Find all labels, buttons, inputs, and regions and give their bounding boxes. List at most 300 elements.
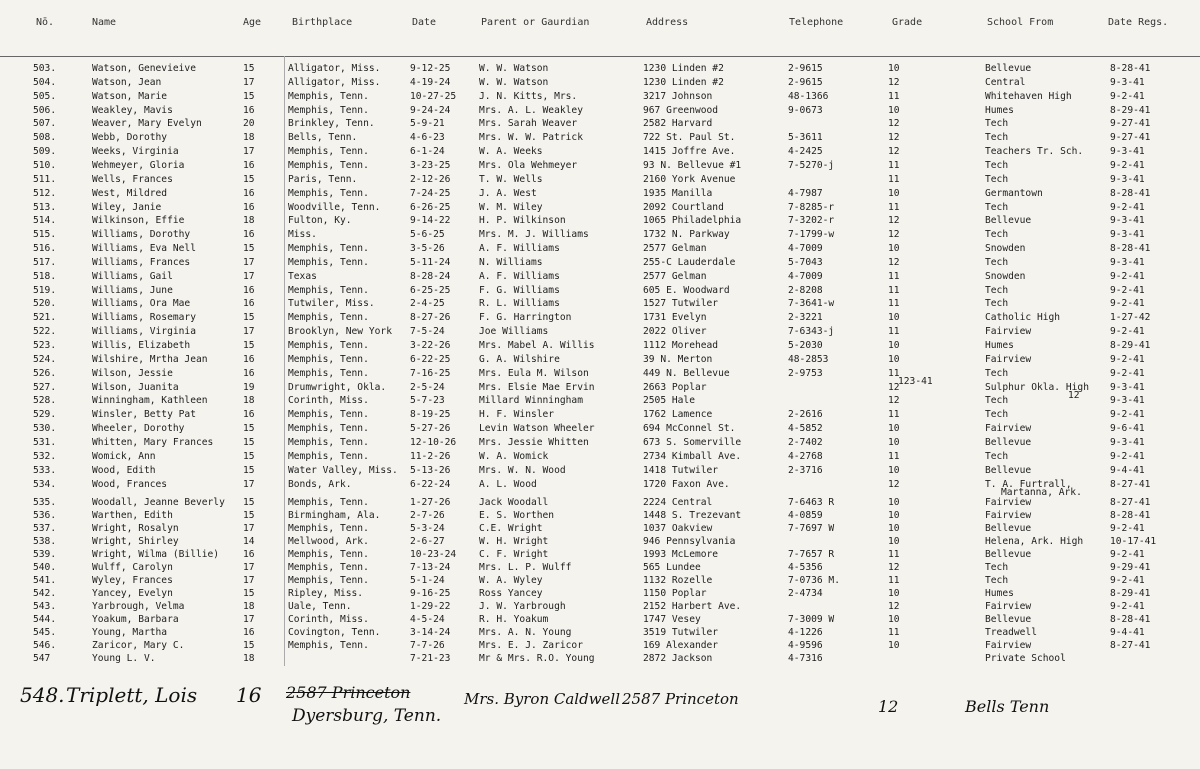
telephone: 4-7009 (788, 243, 823, 255)
grade: 11 (888, 575, 900, 586)
student-name: Woodall, Jeanne Beverly (92, 497, 225, 508)
student-row (0, 117, 1200, 131)
birthplace: Memphis, Tenn. (288, 284, 369, 296)
grade: 11 (888, 201, 900, 213)
school-from: Private School (985, 653, 1066, 664)
row-number: 520. (33, 298, 57, 310)
telephone: 2-8208 (788, 284, 823, 296)
date-registered: 9-3-41 (1110, 395, 1145, 407)
student-name: Wright, Wilma (Billie) (92, 549, 220, 560)
address: 1720 Faxon Ave. (643, 478, 730, 490)
school-from: Tech (985, 173, 1009, 185)
date-registered: 9-2-41 (1110, 575, 1145, 586)
age: 15 (243, 588, 255, 599)
age: 15 (243, 640, 255, 651)
age: 17 (243, 562, 255, 573)
date-registered: 9-27-41 (1110, 132, 1151, 144)
date-registered: 9-2-41 (1110, 523, 1145, 534)
parent-guardian: Joe Williams (479, 326, 549, 338)
birth-date: 7-5-24 (410, 326, 445, 338)
student-name: Young, Martha (92, 627, 168, 638)
student-name: Yarbrough, Velma (92, 601, 185, 612)
date-registered: 9-3-41 (1110, 436, 1145, 448)
date-registered: 9-2-41 (1110, 601, 1145, 612)
row-number: 542. (33, 588, 57, 599)
school-from: Tech (985, 395, 1009, 407)
date-registered: 9-2-41 (1110, 90, 1145, 102)
date-registered: 9-2-41 (1110, 409, 1145, 421)
school-from: Central (985, 76, 1026, 88)
telephone: 7-0736 M. (788, 575, 840, 586)
grade-note-527: 123-41 (898, 376, 933, 387)
date-registered: 8-28-41 (1110, 510, 1151, 521)
handwritten-grade: 12 (878, 697, 899, 716)
date-registered: 8-28-41 (1110, 63, 1151, 74)
school-from: Tech (985, 132, 1009, 144)
school-from: Bellevue (985, 614, 1032, 625)
birthplace: Memphis, Tenn. (288, 523, 369, 534)
student-row (0, 187, 1200, 201)
grade: 10 (888, 497, 900, 508)
grade: 12 (888, 381, 900, 393)
address: 1527 Tutwiler (643, 298, 719, 310)
age: 15 (243, 312, 255, 324)
birth-date: 9-24-24 (410, 104, 451, 116)
birth-date: 4-6-23 (410, 132, 445, 144)
handwritten-parent: Mrs. Byron Caldwell (464, 690, 621, 708)
age: 15 (243, 464, 255, 476)
header-rule (0, 56, 1200, 57)
date-registered: 9-6-41 (1110, 423, 1145, 435)
row-number: 539. (33, 549, 57, 560)
birthplace: Alligator, Miss. (288, 63, 381, 74)
age: 15 (243, 510, 255, 521)
parent-guardian: C.E. Wright (479, 523, 543, 534)
birth-date: 2-6-27 (410, 536, 445, 547)
date-registered: 8-28-41 (1110, 243, 1151, 255)
student-name: Winningham, Kathleen (92, 395, 208, 407)
parent-guardian: W. W. Watson (479, 63, 549, 74)
age: 16 (243, 159, 255, 171)
parent-guardian: Mr & Mrs. R.O. Young (479, 653, 595, 664)
student-name: Wilson, Jessie (92, 367, 173, 379)
header-date: Date (412, 17, 437, 28)
telephone: 4-0859 (788, 510, 823, 521)
parent-guardian: R. H. Yoakum (479, 614, 549, 625)
student-name: Wehmeyer, Gloria (92, 159, 185, 171)
address: 1230 Linden #2 (643, 76, 724, 88)
telephone: 7-3202-r (788, 215, 835, 227)
row-number: 507. (33, 118, 57, 130)
address: 255-C Lauderdale (643, 256, 736, 268)
student-row (0, 284, 1200, 298)
student-row (0, 522, 1200, 536)
handwritten-struck-address: 2587 Princeton (286, 683, 411, 702)
school-from: Tech (985, 367, 1009, 379)
parent-guardian: T. W. Wells (479, 173, 543, 185)
header-school-from: School From (987, 17, 1054, 28)
handwritten-school: Bells Tenn (965, 697, 1050, 716)
address: 3217 Johnson (643, 90, 713, 102)
header-no: Nō. (36, 17, 55, 28)
school-from: Humes (985, 104, 1014, 116)
telephone: 7-7657 R (788, 549, 835, 560)
birth-date: 8-27-26 (410, 312, 451, 324)
school-from: Snowden (985, 243, 1026, 255)
date-registered: 8-29-41 (1110, 588, 1151, 599)
row-number: 540. (33, 562, 57, 573)
address: 605 E. Woodward (643, 284, 730, 296)
telephone: 7-3641-w (788, 298, 835, 310)
address: 449 N. Bellevue (643, 367, 730, 379)
student-row (0, 228, 1200, 242)
birthplace: Memphis, Tenn. (288, 549, 369, 560)
student-name: Winsler, Betty Pat (92, 409, 196, 421)
birthplace: Memphis, Tenn. (288, 497, 369, 508)
grade: 10 (888, 340, 900, 351)
parent-guardian: H. F. Winsler (479, 409, 555, 421)
grade: 11 (888, 450, 900, 462)
address: 2872 Jackson (643, 653, 713, 664)
birthplace: Corinth, Miss. (288, 395, 369, 407)
grade: 11 (888, 159, 900, 171)
date-registered: 9-4-41 (1110, 464, 1145, 476)
row-number: 516. (33, 243, 57, 255)
birth-date: 5-13-26 (410, 464, 451, 476)
school-from: Bellevue (985, 549, 1032, 560)
birth-date: 5-6-25 (410, 229, 445, 241)
grade: 12 (888, 478, 900, 490)
grade: 10 (888, 104, 900, 116)
row-number: 509. (33, 146, 57, 158)
birth-date: 6-25-25 (410, 284, 451, 296)
birth-date: 5-1-24 (410, 575, 445, 586)
student-name: Weaver, Mary Evelyn (92, 118, 202, 130)
birth-date: 6-22-24 (410, 478, 451, 490)
date-registered: 9-3-41 (1110, 215, 1145, 227)
row-number: 503. (33, 63, 57, 74)
parent-guardian: Levin Watson Wheeler (479, 423, 595, 435)
birth-date: 2-12-26 (410, 173, 451, 185)
date-registered: 9-2-41 (1110, 549, 1145, 560)
date-registered: 9-2-41 (1110, 326, 1145, 338)
address: 93 N. Bellevue #1 (643, 159, 742, 171)
header-date-regs: Date Regs. (1108, 17, 1169, 28)
parent-guardian: A. F. Williams (479, 243, 560, 255)
row-number: 541. (33, 575, 57, 586)
grade: 12 (888, 76, 900, 88)
school-from-534-line2: Martanna, Ark. (1001, 487, 1082, 498)
birth-date: 5-9-21 (410, 118, 445, 130)
address: 1415 Joffre Ave. (643, 146, 736, 158)
school-from: Tech (985, 409, 1009, 421)
date-registered: 9-3-41 (1110, 381, 1145, 393)
age: 18 (243, 395, 255, 407)
date-registered: 9-3-41 (1110, 146, 1145, 158)
address: 722 St. Paul St. (643, 132, 736, 144)
school-from: Bellevue (985, 464, 1032, 476)
date-registered: 9-3-41 (1110, 76, 1145, 88)
row-number: 544. (33, 614, 57, 625)
student-row (0, 76, 1200, 90)
header-grade: Grade (892, 17, 923, 28)
row-number: 532. (33, 450, 57, 462)
telephone: 2-9615 (788, 76, 823, 88)
date-registered: 9-2-41 (1110, 270, 1145, 282)
student-row (0, 159, 1200, 173)
birthplace: Memphis, Tenn. (288, 423, 369, 435)
student-row (0, 90, 1200, 104)
student-name: Wilkinson, Effie (92, 215, 185, 227)
address: 2734 Kimball Ave. (643, 450, 742, 462)
telephone: 7-6463 R (788, 497, 835, 508)
birth-date: 7-13-24 (410, 562, 451, 573)
student-row (0, 548, 1200, 562)
birth-date: 2-7-26 (410, 510, 445, 521)
school-from: Germantown (985, 187, 1043, 199)
date-registered: 9-2-41 (1110, 159, 1145, 171)
parent-guardian: Mrs. L. P. Wulff (479, 562, 572, 573)
grade: 11 (888, 173, 900, 185)
grade: 11 (888, 627, 900, 638)
student-name: Wilshire, Mrtha Jean (92, 353, 208, 365)
age: 15 (243, 243, 255, 255)
address: 1731 Evelyn (643, 312, 707, 324)
school-from: Bellevue (985, 63, 1032, 74)
date-registered: 9-27-41 (1110, 118, 1151, 130)
school-from: Whitehaven High (985, 90, 1072, 102)
age: 15 (243, 436, 255, 448)
student-row (0, 464, 1200, 478)
student-name: Weakley, Mavis (92, 104, 173, 116)
student-name: Wyley, Frances (92, 575, 173, 586)
student-row (0, 381, 1200, 395)
birthplace: Bonds, Ark. (288, 478, 352, 490)
birth-date: 8-28-24 (410, 270, 451, 282)
birth-date: 5-7-23 (410, 395, 445, 407)
header-birthplace: Birthplace (292, 17, 353, 28)
age: 15 (243, 90, 255, 102)
parent-guardian: E. S. Worthen (479, 510, 555, 521)
telephone: 2-3221 (788, 312, 823, 324)
row-number: 547 (33, 653, 51, 664)
school-from: Bellevue (985, 436, 1032, 448)
date-registered: 9-4-41 (1110, 627, 1145, 638)
row-number: 519. (33, 284, 57, 296)
birthplace: Memphis, Tenn. (288, 450, 369, 462)
age: 16 (243, 298, 255, 310)
student-row (0, 626, 1200, 640)
address: 1935 Manilla (643, 187, 713, 199)
grade: 10 (888, 464, 900, 476)
student-row (0, 339, 1200, 353)
address: 1132 Rozelle (643, 575, 713, 586)
birth-date: 5-11-24 (410, 256, 451, 268)
school-from: Snowden (985, 270, 1026, 282)
header-age: Age (243, 17, 262, 28)
student-name: Williams, Rosemary (92, 312, 196, 324)
school-from: Catholic High (985, 312, 1061, 324)
age: 17 (243, 76, 255, 88)
address: 2582 Harvard (643, 118, 713, 130)
age: 15 (243, 450, 255, 462)
birthplace: Memphis, Tenn. (288, 187, 369, 199)
row-number: 522. (33, 326, 57, 338)
address: 2505 Hale (643, 395, 695, 407)
student-row (0, 297, 1200, 311)
student-name: Williams, Gail (92, 270, 173, 282)
age: 17 (243, 326, 255, 338)
row-number: 538. (33, 536, 57, 547)
student-name: Zaricor, Mary C. (92, 640, 185, 651)
student-name: Wood, Frances (92, 478, 168, 490)
age: 15 (243, 63, 255, 74)
age: 16 (243, 549, 255, 560)
age: 15 (243, 340, 255, 351)
row-number: 510. (33, 159, 57, 171)
school-from: Fairview (985, 423, 1032, 435)
parent-guardian: Mrs. Eula M. Wilson (479, 367, 589, 379)
age: 16 (243, 229, 255, 241)
address: 1037 Oakview (643, 523, 713, 534)
date-registered: 9-2-41 (1110, 298, 1145, 310)
row-number: 506. (33, 104, 57, 116)
row-number: 545. (33, 627, 57, 638)
school-from: Humes (985, 588, 1014, 599)
student-name: Yoakum, Barbara (92, 614, 179, 625)
birth-date: 10-27-25 (410, 90, 457, 102)
parent-guardian: Mrs. E. J. Zaricor (479, 640, 583, 651)
age: 16 (243, 187, 255, 199)
school-from: Tech (985, 284, 1009, 296)
address: 1448 S. Trezevant (643, 510, 742, 521)
row-number: 504. (33, 76, 57, 88)
row-number: 515. (33, 229, 57, 241)
date-registered: 8-28-41 (1110, 614, 1151, 625)
grade: 10 (888, 312, 900, 324)
parent-guardian: Mrs. W. W. Patrick (479, 132, 583, 144)
birth-date: 4-19-24 (410, 76, 451, 88)
student-row (0, 509, 1200, 523)
school-from: Bellevue (985, 523, 1032, 534)
birthplace: Alligator, Miss. (288, 76, 381, 88)
row-number: 518. (33, 270, 57, 282)
grade: 12 (888, 256, 900, 268)
address: 1112 Morehead (643, 340, 719, 351)
grade: 11 (888, 409, 900, 421)
row-number: 521. (33, 312, 57, 324)
grade: 10 (888, 436, 900, 448)
age: 16 (243, 104, 255, 116)
grade: 10 (888, 536, 900, 547)
school-from: Helena, Ark. High (985, 536, 1084, 547)
age: 14 (243, 536, 255, 547)
birth-date: 9-14-22 (410, 215, 451, 227)
grade: 10 (888, 63, 900, 74)
student-row (0, 256, 1200, 270)
birth-date: 7-21-23 (410, 653, 451, 664)
parent-guardian: Jack Woodall (479, 497, 549, 508)
student-name: Williams, Frances (92, 256, 191, 268)
telephone: 7-8285-r (788, 201, 835, 213)
address: 2577 Gelman (643, 270, 707, 282)
address: 694 McConnel St. (643, 423, 736, 435)
parent-guardian: W. A. Womick (479, 450, 549, 462)
grade: 11 (888, 298, 900, 310)
student-name: Williams, Virginia (92, 326, 196, 338)
school-from: Tech (985, 256, 1009, 268)
address: 946 Pennsylvania (643, 536, 736, 547)
birth-date: 7-24-25 (410, 187, 451, 199)
date-registered: 1-27-42 (1110, 312, 1151, 324)
parent-guardian: F. G. Harrington (479, 312, 572, 324)
student-row (0, 173, 1200, 187)
telephone: 4-2768 (788, 450, 823, 462)
grade: 10 (888, 510, 900, 521)
grade: 10 (888, 353, 900, 365)
school-from: Fairview (985, 510, 1032, 521)
student-row (0, 270, 1200, 284)
date-registered: 9-2-41 (1110, 353, 1145, 365)
birthplace: Drumwright, Okla. (288, 381, 387, 393)
student-row (0, 613, 1200, 627)
telephone: 4-7987 (788, 187, 823, 199)
row-number: 534. (33, 478, 57, 490)
age: 15 (243, 423, 255, 435)
row-number: 508. (33, 132, 57, 144)
telephone: 2-2616 (788, 409, 823, 421)
birth-date: 3-5-26 (410, 243, 445, 255)
row-number: 530. (33, 423, 57, 435)
grade: 12 (888, 132, 900, 144)
school-from: Tech (985, 118, 1009, 130)
birthplace: Brinkley, Tenn. (288, 118, 375, 130)
student-name: Weeks, Virginia (92, 146, 179, 158)
address: 169 Alexander (643, 640, 719, 651)
school-from: Sulphur Okla. High (985, 381, 1089, 393)
student-row (0, 436, 1200, 450)
birthplace: Memphis, Tenn. (288, 243, 369, 255)
age: 16 (243, 409, 255, 421)
handwritten-birthplace: Dyersburg, Tenn. (292, 706, 442, 726)
age: 17 (243, 256, 255, 268)
student-row (0, 535, 1200, 549)
birth-date: 4-5-24 (410, 614, 445, 625)
school-from: Tech (985, 201, 1009, 213)
age: 15 (243, 497, 255, 508)
telephone: 7-6343-j (788, 326, 835, 338)
birthplace: Memphis, Tenn. (288, 312, 369, 324)
age: 17 (243, 614, 255, 625)
row-number: 536. (33, 510, 57, 521)
grade: 10 (888, 588, 900, 599)
address: 2224 Central (643, 497, 713, 508)
student-row (0, 574, 1200, 588)
birthplace: Memphis, Tenn. (288, 367, 369, 379)
date-registered: 8-29-41 (1110, 340, 1151, 351)
student-name: Wheeler, Dorothy (92, 423, 185, 435)
parent-guardian: R. L. Williams (479, 298, 560, 310)
student-name: Womick, Ann (92, 450, 156, 462)
parent-guardian: Mrs. A. L. Weakley (479, 104, 583, 116)
parent-guardian: C. F. Wright (479, 549, 549, 560)
parent-guardian: Mrs. Sarah Weaver (479, 118, 578, 130)
grade: 12 (888, 118, 900, 130)
telephone: 7-1799-w (788, 229, 835, 241)
grade: 10 (888, 243, 900, 255)
age: 17 (243, 270, 255, 282)
address: 967 Greenwood (643, 104, 719, 116)
